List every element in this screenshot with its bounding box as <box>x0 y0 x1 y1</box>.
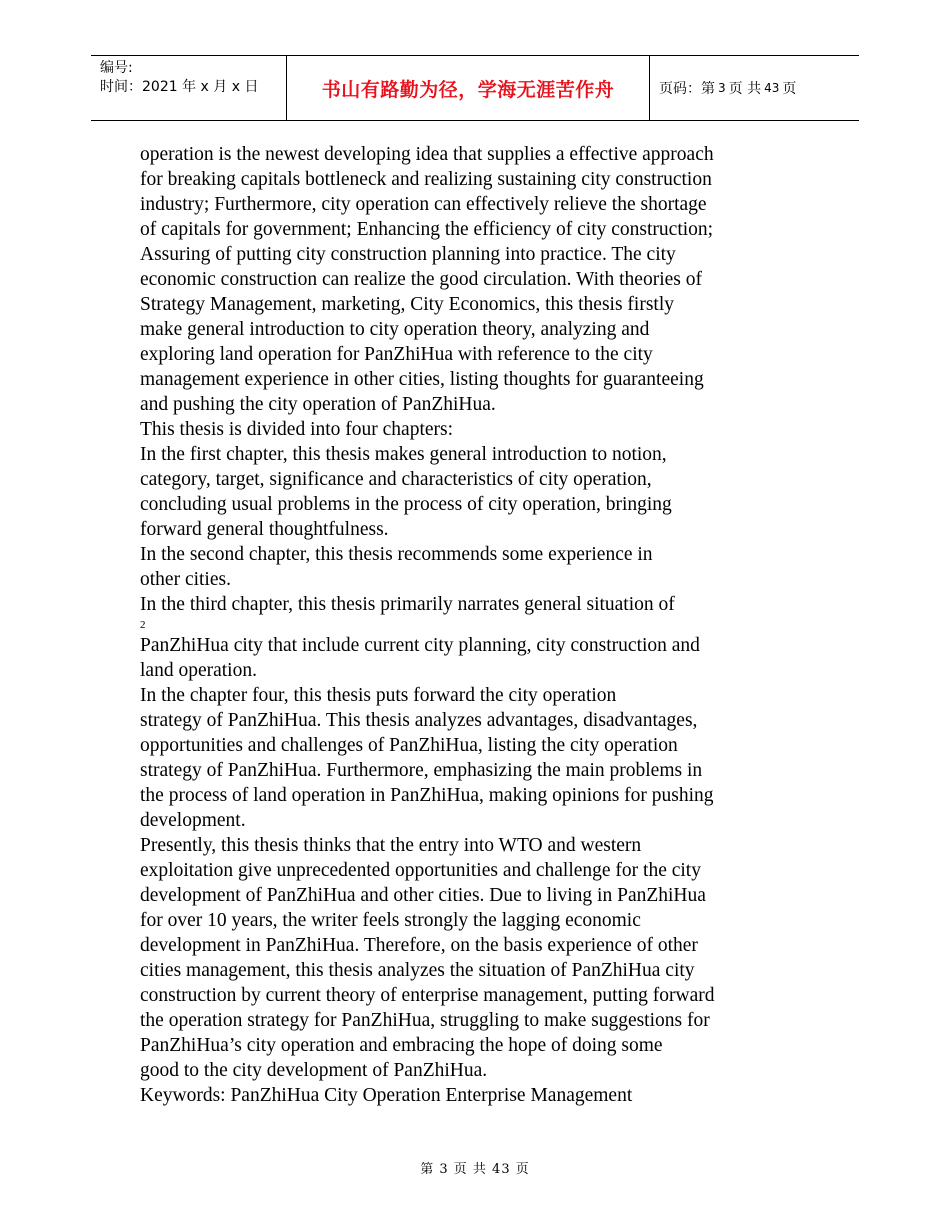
page-mid: 页 共 <box>728 81 762 97</box>
text-line: Keywords: PanZhiHua City Operation Enterprise Management <box>140 1085 633 1106</box>
text-line: for over 10 years, the writer feels strongly the lagging economic <box>140 910 641 931</box>
text-line: good to the city development of PanZhiHua. <box>140 1060 488 1081</box>
page-suffix: 页 <box>782 81 797 97</box>
text-line: development in PanZhiHua. Therefore, on the basis experience of other <box>140 935 698 956</box>
text-line: operation is the newest developing idea that supplies a effective approach <box>140 144 714 165</box>
text-line: In the third chapter, this thesis primarily narrates general situation of <box>140 594 675 615</box>
text-line: of capitals for government; Enhancing the efficiency of city construction; <box>140 219 714 240</box>
text-line: strategy of PanZhiHua. This thesis analyzes advantages, disadvantages, <box>140 710 698 731</box>
text-line: the process of land operation in PanZhiHua, making opinions for pushing <box>140 785 714 806</box>
text-line: In the chapter four, this thesis puts forward the city operation <box>140 685 617 706</box>
original-page-number: 2 <box>140 619 146 631</box>
header-motto-cell <box>287 56 650 120</box>
text-line: opportunities and challenges of PanZhiHua, listing the city operation <box>140 735 678 756</box>
page-footer: 第 3 页 共 43 页 <box>420 1162 530 1177</box>
text-line: category, target, significance and characteristics of city operation, <box>140 469 652 490</box>
text-line: industry; Furthermore, city operation can effectively relieve the shortage <box>140 194 707 215</box>
text-line: Strategy Management, marketing, City Economics, this thesis firstly <box>140 294 674 315</box>
text-line: economic construction can realize the good circulation. With theories of <box>140 269 702 290</box>
document-date: 时间：2021 年 x 月 x 日 <box>100 79 259 95</box>
text-line: construction by current theory of enterprise management, putting forward <box>140 985 715 1006</box>
page-prefix: 页码：第 <box>659 81 715 97</box>
text-line: development of PanZhiHua and other cities. Due to living in PanZhiHua <box>140 885 706 906</box>
document-number-label: 编号: <box>100 60 133 76</box>
text-line: cities management, this thesis analyzes the situation of PanZhiHua city <box>140 960 695 981</box>
text-line: This thesis is divided into four chapters: <box>140 419 454 440</box>
body-text-bottom <box>140 633 800 1108</box>
text-line: In the first chapter, this thesis makes general introduction to notion, <box>140 444 667 465</box>
header-meta-cell <box>91 56 287 120</box>
text-line: management experience in other cities, listing thoughts for guaranteeing <box>140 369 704 390</box>
header-motto: 书山有路勤为径，学海无涯苦作舟 <box>321 78 615 101</box>
page-current-number: 3 <box>718 81 726 95</box>
body-text-top <box>140 142 800 617</box>
text-line: other cities. <box>140 569 231 590</box>
text-line: exploitation give unprecedented opportunities and challenge for the city <box>140 860 701 881</box>
text-line: development. <box>140 810 246 831</box>
text-line: concluding usual problems in the process of city operation, bringing <box>140 494 672 515</box>
text-line: Assuring of putting city construction planning into practice. The city <box>140 244 676 265</box>
text-line: for breaking capitals bottleneck and realizing sustaining city construction <box>140 169 712 190</box>
text-line: forward general thoughtfulness. <box>140 519 389 540</box>
text-line: exploring land operation for PanZhiHua with reference to the city <box>140 344 653 365</box>
text-line: Presently, this thesis thinks that the entry into WTO and western <box>140 835 642 856</box>
document-header <box>91 55 859 121</box>
text-line: and pushing the city operation of PanZhiHua. <box>140 394 496 415</box>
header-page-cell <box>650 56 859 120</box>
page-total-number: 43 <box>764 81 780 95</box>
text-line: PanZhiHua city that include current city planning, city construction and <box>140 635 700 656</box>
text-line: In the second chapter, this thesis recommends some experience in <box>140 544 653 565</box>
text-line: PanZhiHua’s city operation and embracing the hope of doing some <box>140 1035 663 1056</box>
text-line: the operation strategy for PanZhiHua, struggling to make suggestions for <box>140 1010 710 1031</box>
text-line: strategy of PanZhiHua. Furthermore, emphasizing the main problems in <box>140 760 703 781</box>
text-line: make general introduction to city operation theory, analyzing and <box>140 319 650 340</box>
text-line: land operation. <box>140 660 257 681</box>
